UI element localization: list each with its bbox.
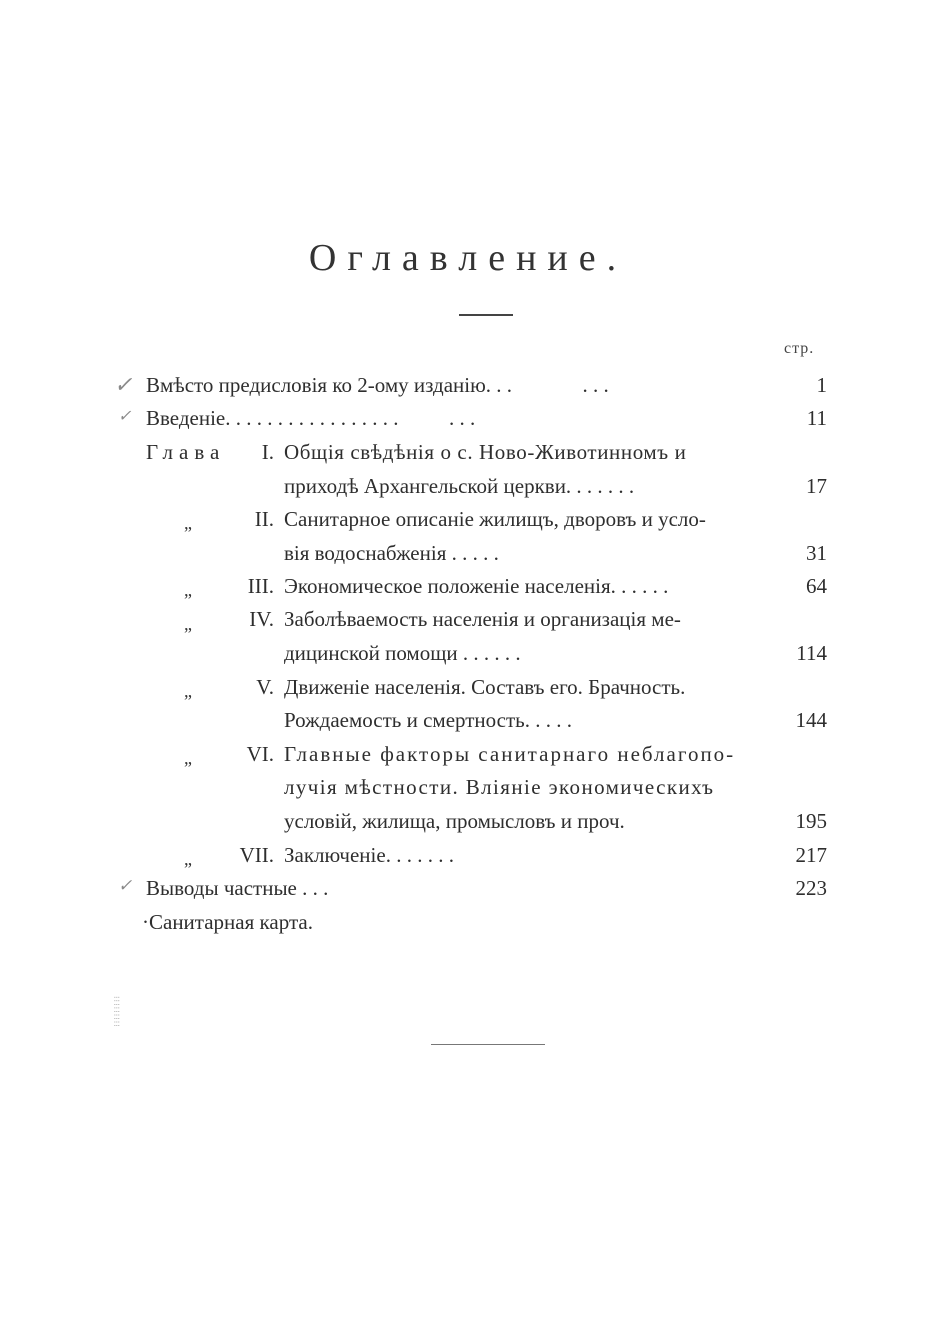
toc-page-number: 1 bbox=[816, 373, 827, 397]
ditto-mark: „ bbox=[184, 748, 192, 768]
chapter-numeral: IV. bbox=[249, 607, 274, 631]
chapter-numeral: V. bbox=[256, 675, 274, 699]
chapter-line: Главные факторы санитарнаго неблагопо- bbox=[284, 742, 736, 766]
ditto-mark: „ bbox=[184, 849, 192, 869]
ditto-mark: „ bbox=[184, 513, 192, 533]
chapter-line: Экономическое положеніе населенія. . . . . . bbox=[284, 574, 669, 598]
chapter-label: Глава bbox=[146, 440, 226, 464]
toc-page-number: 64 bbox=[806, 574, 827, 598]
toc-page-number: 17 bbox=[806, 474, 827, 498]
chapter-line: Заключеніе. . . . . . . bbox=[284, 843, 454, 867]
chapter-line: Заболѣваемость населенія и организація ме- bbox=[284, 607, 681, 631]
chapter-line: Санитарное описаніе жилищъ, дворовъ и усло- bbox=[284, 507, 706, 531]
check-mark-icon: ✓ bbox=[114, 372, 133, 397]
ditto-mark: „ bbox=[184, 681, 192, 701]
toc-entry-text: Введеніе. . . . . . . . . . . . . . . . . bbox=[146, 406, 399, 430]
page-title: Оглавлениe. bbox=[308, 237, 628, 279]
toc-page-number: 114 bbox=[796, 641, 827, 665]
toc-entry-introduction bbox=[146, 406, 475, 431]
chapter-line: приходѣ Архангельской церкви. . . . . . . bbox=[284, 474, 635, 498]
chapter-numeral: I. bbox=[261, 440, 274, 464]
toc-entry-conclusions: Выводы частные . . . bbox=[146, 876, 329, 900]
toc-page-number: 144 bbox=[795, 708, 827, 732]
toc-entry-sanitary-map: ·Санитарная карта. bbox=[142, 910, 313, 934]
chapter-line: лучія мѣстности. Вліяніе экономическихъ bbox=[284, 775, 715, 799]
chapter-numeral: III. bbox=[247, 574, 274, 598]
toc-leader-dots: . . . bbox=[582, 373, 609, 397]
toc-page-number: 11 bbox=[806, 406, 827, 430]
toc-page-number: 217 bbox=[795, 843, 827, 867]
chapter-numeral: VII. bbox=[239, 843, 274, 867]
chapter-numeral: II. bbox=[254, 507, 274, 531]
toc-page-number: 31 bbox=[806, 541, 827, 565]
chapter-line: вія водоснабженія . . . . . bbox=[284, 541, 499, 565]
chapter-line: дицинской помощи . . . . . . bbox=[284, 641, 521, 665]
ditto-mark: „ bbox=[184, 614, 192, 634]
chapter-line: Общія свѣдѣнія о с. Ново-Животинномъ и bbox=[284, 440, 687, 464]
end-rule bbox=[431, 1044, 545, 1045]
toc-entry-text: Вмѣсто предисловія ко 2-ому изданію. . . bbox=[146, 373, 513, 397]
page-column-label: стр. bbox=[784, 340, 815, 357]
title-rule bbox=[459, 314, 513, 316]
chapter-line: Рождаемость и смертность. . . . . bbox=[284, 708, 573, 732]
toc-entry-preface bbox=[146, 373, 609, 398]
toc-leader-dots: . . . bbox=[449, 406, 476, 430]
check-mark-icon: ✓ bbox=[118, 876, 133, 895]
toc-page-number: 223 bbox=[795, 876, 827, 900]
margin-stamp: ⁝⁝⁝⁝⁝⁝⁝⁝⁝ bbox=[112, 996, 121, 1028]
chapter-line: Движеніе населенія. Составъ его. Брачность. bbox=[284, 675, 686, 699]
toc-page-number: 195 bbox=[795, 809, 827, 833]
chapter-numeral: VI. bbox=[246, 742, 274, 766]
ditto-mark: „ bbox=[184, 580, 192, 600]
chapter-line: условій, жилища, промысловъ и проч. bbox=[284, 809, 625, 833]
check-mark-icon: ✓ bbox=[118, 408, 132, 425]
